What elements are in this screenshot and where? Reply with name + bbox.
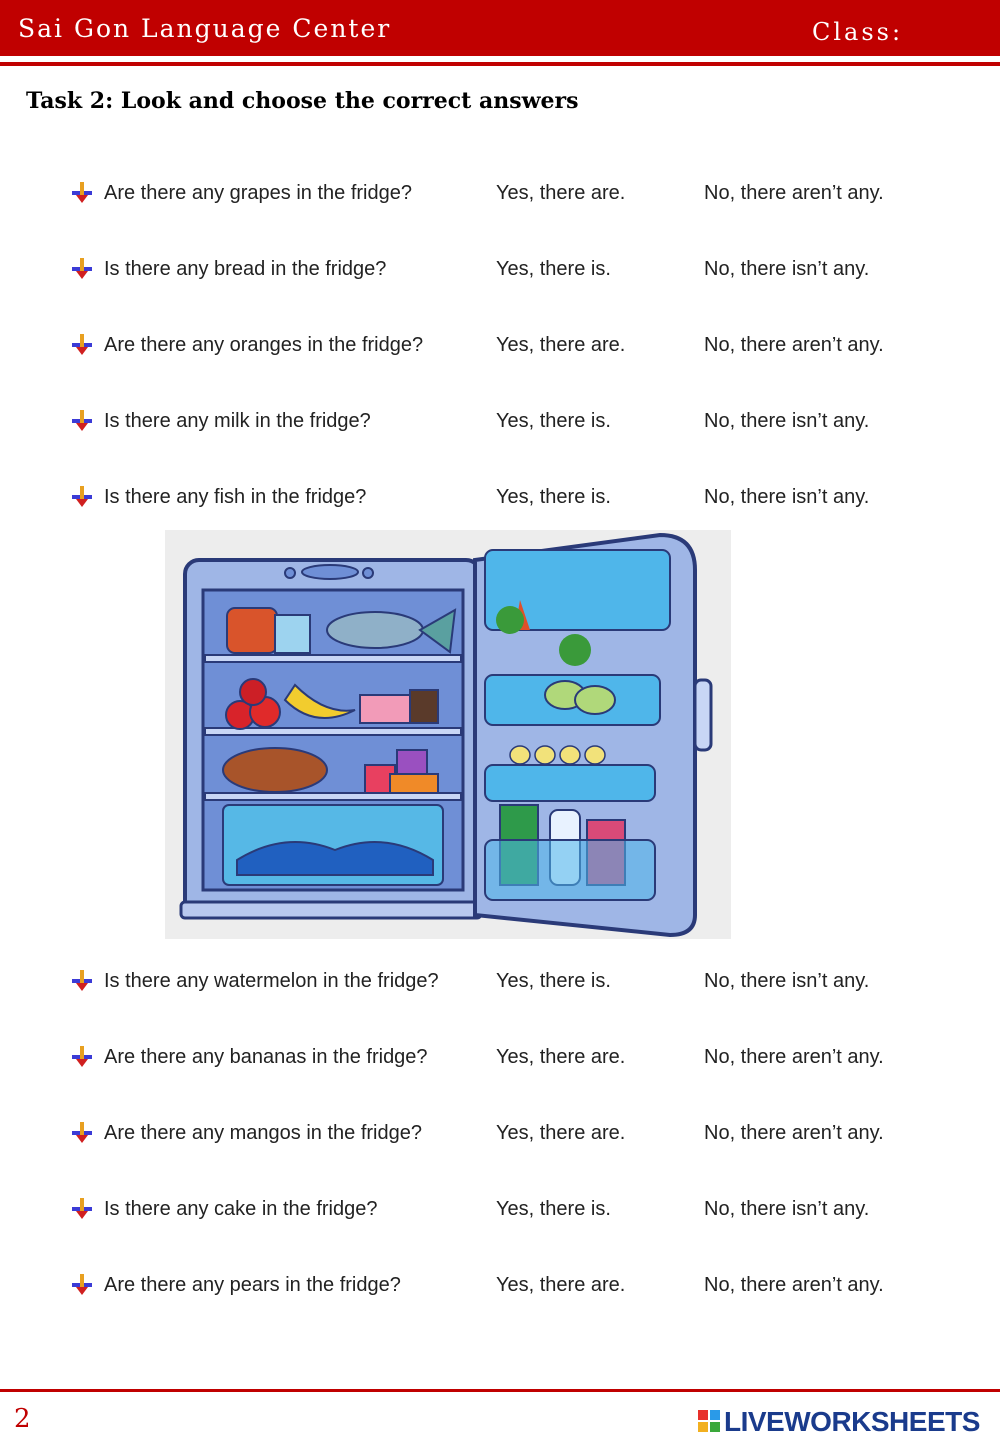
answer-option-a[interactable]: Yes, there is. xyxy=(496,258,611,280)
question-row xyxy=(72,968,952,998)
answer-option-b[interactable]: No, there aren’t any. xyxy=(704,1122,884,1144)
answer-option-a[interactable]: Yes, there is. xyxy=(496,970,611,992)
answer-option-b[interactable]: No, there isn’t any. xyxy=(704,1198,870,1220)
arrow-down-bullet-icon xyxy=(72,1122,94,1144)
page-number: 2 xyxy=(14,1404,31,1434)
arrow-down-bullet-icon xyxy=(72,1274,94,1296)
arrow-down-bullet-icon xyxy=(72,410,94,432)
question-row xyxy=(72,484,952,514)
arrow-down-bullet-icon xyxy=(72,1046,94,1068)
question-text: Are there any pears in the fridge? xyxy=(104,1274,401,1296)
question-text: Are there any mangos in the fridge? xyxy=(104,1122,422,1144)
question-row xyxy=(72,1120,952,1150)
fridge-illustration xyxy=(165,530,731,939)
task-title: Task 2: Look and choose the correct answers xyxy=(26,88,579,114)
question-row xyxy=(72,180,952,210)
answer-option-a[interactable]: Yes, there is. xyxy=(496,410,611,432)
answer-option-b[interactable]: No, there isn’t any. xyxy=(704,970,870,992)
arrow-down-bullet-icon xyxy=(72,182,94,204)
answer-option-b[interactable]: No, there aren’t any. xyxy=(704,1274,884,1296)
question-text: Is there any cake in the fridge? xyxy=(104,1198,378,1220)
question-text: Is there any watermelon in the fridge? xyxy=(104,970,439,992)
answer-option-b[interactable]: No, there isn’t any. xyxy=(704,486,870,508)
arrow-down-bullet-icon xyxy=(72,1198,94,1220)
class-label: Class: xyxy=(812,18,904,46)
question-text: Is there any fish in the fridge? xyxy=(104,486,367,508)
answer-option-a[interactable]: Yes, there is. xyxy=(496,486,611,508)
question-text: Are there any bananas in the fridge? xyxy=(104,1046,428,1068)
question-text: Is there any milk in the fridge? xyxy=(104,410,371,432)
page-header xyxy=(0,0,1000,56)
liveworksheets-logo-icon xyxy=(698,1410,720,1432)
arrow-down-bullet-icon xyxy=(72,334,94,356)
arrow-down-bullet-icon xyxy=(72,486,94,508)
answer-option-a[interactable]: Yes, there is. xyxy=(496,1198,611,1220)
header-divider xyxy=(0,62,1000,66)
answer-option-a[interactable]: Yes, there are. xyxy=(496,1122,626,1144)
question-row xyxy=(72,256,952,286)
answer-option-a[interactable]: Yes, there are. xyxy=(496,1274,626,1296)
question-text: Is there any bread in the fridge? xyxy=(104,258,387,280)
answer-option-b[interactable]: No, there aren’t any. xyxy=(704,182,884,204)
question-row xyxy=(72,332,952,362)
brand-name: LIVEWORKSHEETS xyxy=(724,1406,980,1437)
answer-option-b[interactable]: No, there isn’t any. xyxy=(704,258,870,280)
answer-option-b[interactable]: No, there aren’t any. xyxy=(704,1046,884,1068)
question-row xyxy=(72,1196,952,1226)
school-name: Sai Gon Language Center xyxy=(18,14,392,43)
footer-divider xyxy=(0,1389,1000,1392)
answer-option-a[interactable]: Yes, there are. xyxy=(496,334,626,356)
question-text: Are there any grapes in the fridge? xyxy=(104,182,412,204)
answer-option-b[interactable]: No, there aren’t any. xyxy=(704,334,884,356)
question-row xyxy=(72,1044,952,1074)
arrow-down-bullet-icon xyxy=(72,258,94,280)
question-text: Are there any oranges in the fridge? xyxy=(104,334,424,356)
answer-option-b[interactable]: No, there isn’t any. xyxy=(704,410,870,432)
answer-option-a[interactable]: Yes, there are. xyxy=(496,182,626,204)
fridge-icon xyxy=(165,530,731,939)
answer-option-a[interactable]: Yes, there are. xyxy=(496,1046,626,1068)
arrow-down-bullet-icon xyxy=(72,970,94,992)
question-row xyxy=(72,408,952,438)
question-row xyxy=(72,1272,952,1302)
